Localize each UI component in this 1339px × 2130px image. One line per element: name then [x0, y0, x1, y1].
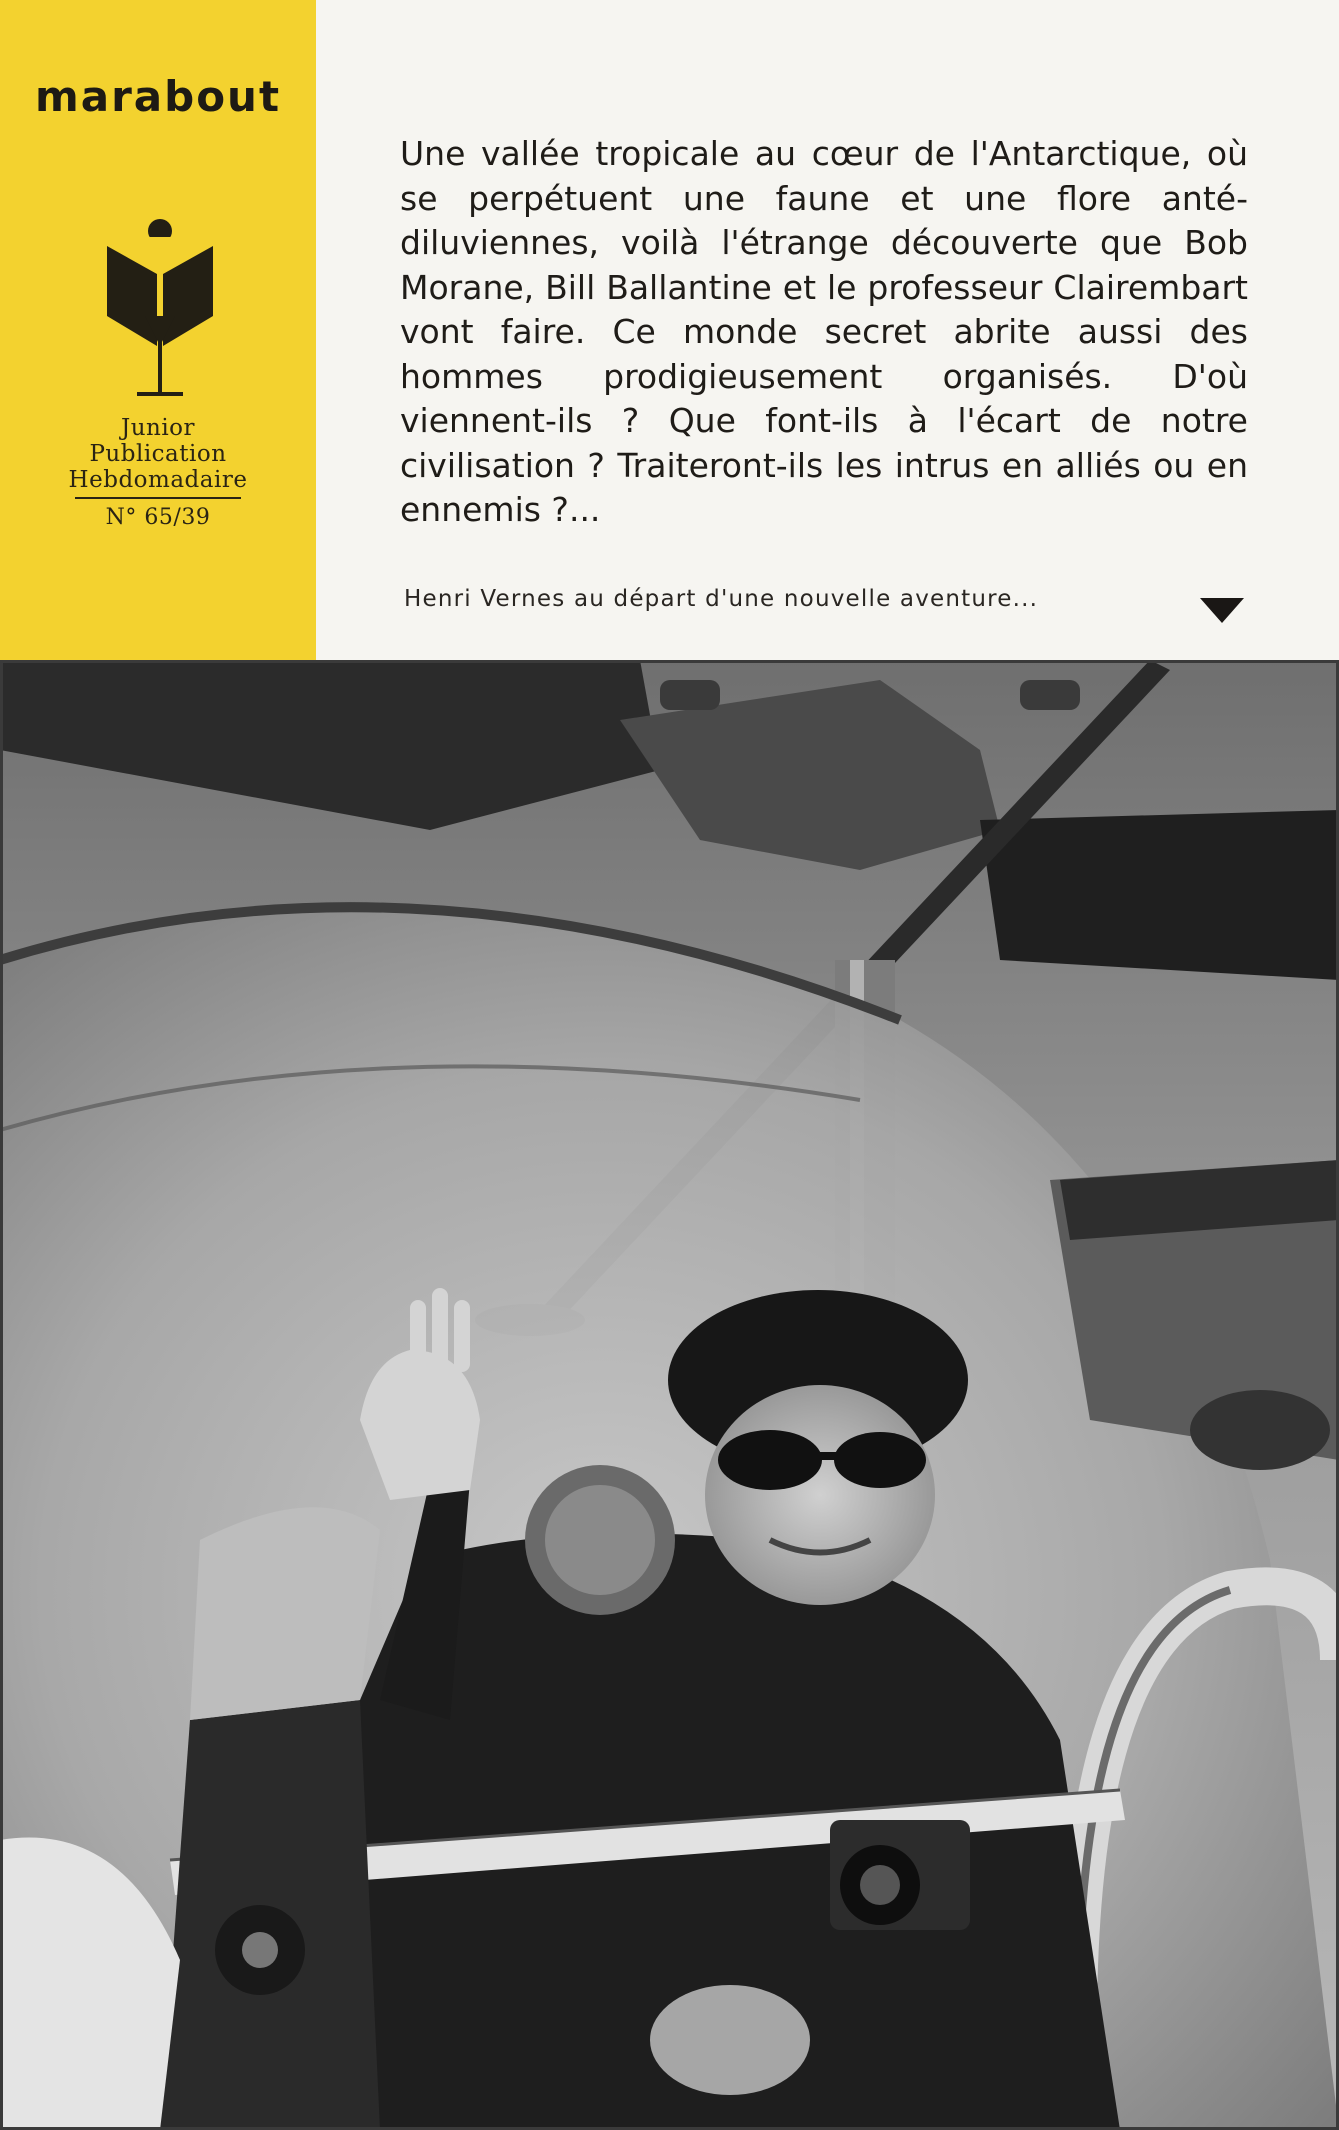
series-line-1: Junior [120, 415, 196, 441]
blurb-text: Une vallée tropicale au cœur de l'Antarctique, où se perpétuent une faune et une flore anté-diluviennes, voilà l'étrange découverte que Bob Morane, Bill Ballantine et le professeur Clairembart vont faire. Ce monde secret abrite aussi des hommes prodigieusement organisés. D'où viennent-ils ? Que font-ils à l'écart de notre civilisation ? Traiteront-ils les intrus en alliés ou en ennemis ?... [400, 134, 1248, 529]
book-reader-logo-icon [105, 218, 215, 403]
issue-number: N° 65/39 [105, 505, 211, 530]
series-block [0, 415, 316, 531]
series-line-2: Publication [89, 441, 227, 467]
text-band [0, 0, 1339, 660]
cover-photo [0, 660, 1339, 2130]
publisher-panel [0, 0, 316, 660]
series-divider [75, 497, 241, 499]
photo-illustration [0, 660, 1339, 2130]
publisher-name: marabout [34, 72, 282, 121]
teaser-line: Henri Vernes au départ d'une nouvelle aventure... [404, 586, 1039, 612]
series-line-3: Hebdomadaire [68, 467, 248, 493]
down-triangle-icon [1200, 598, 1244, 623]
